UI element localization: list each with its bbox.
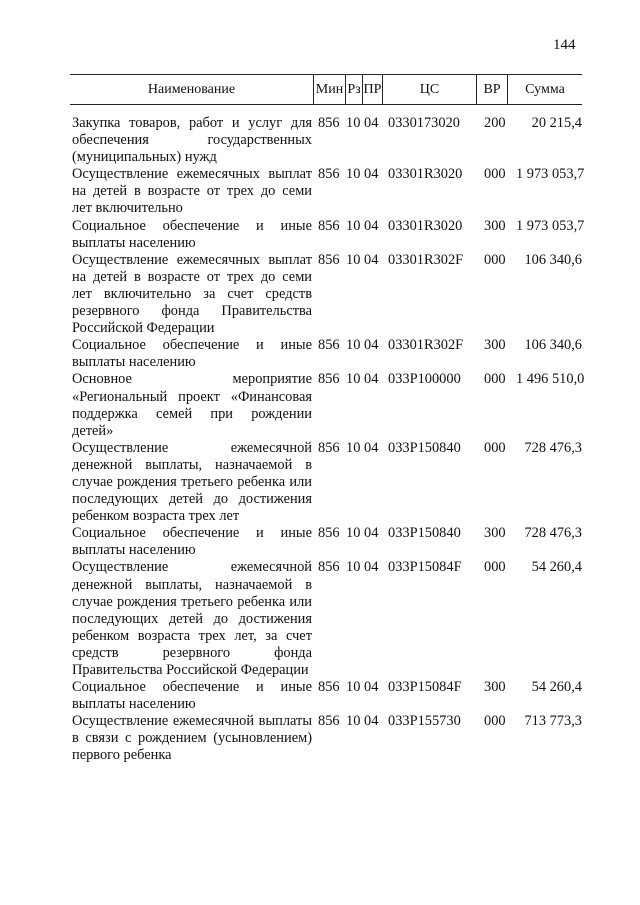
row-vr: 000 [484,439,506,456]
table-row [70,252,582,337]
header-sum: Сумма [525,81,565,97]
header-cs: ЦС [383,75,477,104]
row-pr: 04 [364,559,379,576]
row-name: Осуществление ежемесячной денежной выплаты, назначаемой в случае рождения третьего ребенка или последующих детей до достижения ребенком возраста трех лет, за счет средств резервного фонда Правительства Российской Федерации [72,559,312,678]
row-sum: 1 496 510,0 [516,371,585,388]
row-sum: 728 476,3 [524,439,582,456]
row-cs: 03301R3020 [388,217,463,234]
row-pr: 04 [364,525,379,542]
row-cs: 03301R302F [388,251,464,268]
row-cs: 0330173020 [388,115,460,131]
row-rz: 10 [346,679,361,696]
row-pr: 04 [364,337,379,354]
row-name: Основное мероприятие «Региональный проект «Финансовая поддержка семей при рождении детей» [72,371,312,439]
row-min: 856 [318,679,340,696]
row-vr: 000 [484,166,506,183]
row-name: Осуществление ежемесячной денежной выплаты, назначаемой в случае рождения третьего ребенка или последующих детей до достижения ребенком возраста трех лет [72,439,312,525]
row-rz: 10 [346,217,361,234]
row-rz: 10 [346,371,361,388]
header-pr: ПР [363,75,383,104]
table-row [70,525,582,559]
row-pr: 04 [364,713,379,730]
row-vr: 300 [484,679,506,696]
row-pr: 04 [364,115,379,131]
row-cs: 033P155730 [388,713,461,730]
row-name: Осуществление ежемесячной выплаты в связи с рождением (усыновлением) первого ребенка [72,713,312,764]
table-row [70,115,582,166]
row-name: Осуществление ежемесячных выплат на детей в возрасте от трех до семи лет включительно за счет средств резервного фонда Правительства Российской Федерации [72,251,312,337]
table-header [70,74,582,105]
table-row [70,217,585,252]
row-pr: 04 [364,251,379,268]
row-sum: 54 260,4 [531,559,582,576]
row-name: Социальное обеспечение и иные выплаты населению [72,217,312,251]
header-name: Наименование [70,75,314,104]
row-cs: 033P150840 [388,439,461,456]
row-vr: 300 [484,337,506,354]
row-min: 856 [318,371,340,388]
page-number: 144 [553,37,576,53]
row-rz: 10 [346,525,361,542]
row-vr: 000 [484,251,506,268]
row-rz: 10 [346,337,361,354]
row-sum: 106 340,6 [524,251,582,268]
row-min: 856 [318,439,340,456]
row-name: Социальное обеспечение и иные выплаты населению [72,525,312,559]
row-sum: 1 973 053,7 [516,166,585,183]
row-cs: 03301R302F [388,337,464,354]
row-sum: 20 215,4 [531,115,582,131]
row-min: 856 [318,115,340,131]
row-min: 856 [318,559,340,576]
row-pr: 04 [364,217,379,234]
row-name: Социальное обеспечение и иные выплаты населению [72,337,312,371]
table-row [70,559,582,679]
table-row [70,713,582,764]
header-vr: ВР [477,75,508,104]
table-row [70,337,582,371]
row-min: 856 [318,217,340,234]
row-vr: 000 [484,559,506,576]
table-row [70,440,582,525]
table-row [70,371,585,439]
row-vr: 000 [484,713,506,730]
row-name: Социальное обеспечение и иные выплаты населению [72,679,312,713]
row-min: 856 [318,166,340,183]
header-rz: Рз [346,75,363,104]
row-min: 856 [318,525,340,542]
row-rz: 10 [346,251,361,268]
row-sum: 713 773,3 [524,713,582,730]
table-row [70,679,582,713]
row-pr: 04 [364,679,379,696]
row-cs: 033P150840 [388,525,461,542]
row-rz: 10 [346,166,361,183]
row-pr: 04 [364,166,379,183]
row-rz: 10 [346,713,361,730]
row-rz: 10 [346,559,361,576]
row-min: 856 [318,251,340,268]
row-sum: 728 476,3 [524,525,582,542]
row-name: Осуществление ежемесячных выплат на детей в возрасте от трех до семи лет включительно [72,166,312,217]
row-pr: 04 [364,371,379,388]
row-rz: 10 [346,439,361,456]
row-cs: 033P100000 [388,371,461,388]
row-sum: 106 340,6 [524,337,582,354]
table-row [70,166,585,217]
row-vr: 000 [484,371,506,388]
row-cs: 033P15084F [388,679,462,696]
row-min: 856 [318,713,340,730]
row-cs: 03301R3020 [388,166,463,183]
budget-table [70,74,585,765]
row-sum: 1 973 053,7 [516,217,585,234]
row-pr: 04 [364,439,379,456]
row-cs: 033P15084F [388,559,462,576]
row-name: Закупка товаров, работ и услуг для обеспечения государственных (муниципальных) нужд [72,115,312,166]
row-min: 856 [318,337,340,354]
row-sum: 54 260,4 [531,679,582,696]
row-vr: 300 [484,525,506,542]
row-vr: 300 [484,217,506,234]
header-min: Мин [314,75,346,104]
row-rz: 10 [346,115,361,131]
row-vr: 200 [484,115,506,131]
